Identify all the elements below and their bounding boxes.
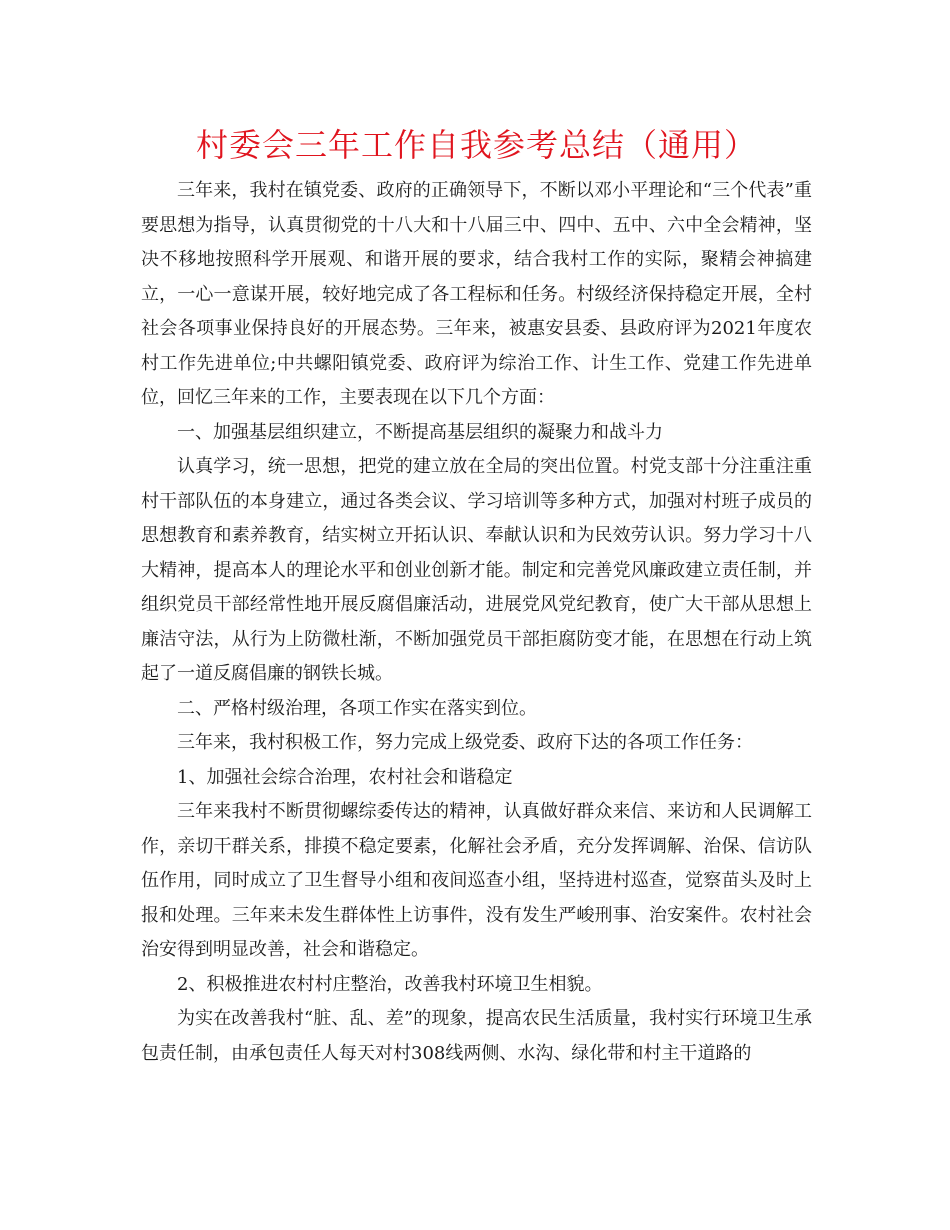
heading-section-2: 二、严格村级治理，各项工作实在落实到位。: [177, 697, 537, 719]
paragraph-subsection-2: 为实在改善我村“脏、乱、差”的现象，提高农民生活质量，我村实行环境卫生承包责任制，由承包责任人每天对村308线两侧、水沟、绿化带和村主干道路的: [141, 1008, 812, 1064]
heading-subsection-1: 1、加强社会综合治理，农村社会和谐稳定: [177, 766, 513, 788]
paragraph-intro: 三年来，我村在镇党委、政府的正确领导下，不断以邓小平理论和“三个代表”重要思想为指导，认真贯彻党的十八大和十八届三中、四中、五中、六中全会精神，坚决不移地按照科学开展观、和谐开展的要求，结合我村工作的实际，聚精会神搞建立，一心一意谋开展，较好地完成了各工程标和任务。村级经济保持稳定开展，全村社会各项事业保持良好的开展态势。三年来，被惠安县委、县政府评为2021年度农村工作先进单位;中共螺阳镇党委、政府评为综治工作、计生工作、党建工作先进单位，回忆三年来的工作，主要表现在以下几个方面：: [141, 180, 812, 408]
paragraph-subsection-1: 三年来我村不断贯彻螺综委传达的精神，认真做好群众来信、来访和人民调解工作，亲切干群关系，排摸不稳定要素，化解社会矛盾，充分发挥调解、治保、信访队伍作用，同时成立了卫生督导小组和夜间巡查小组，坚持进村巡查，觉察苗头及时上报和处理。三年来未发生群体性上访事件，没有发生严峻刑事、治安案件。农村社会治安得到明显改善，社会和谐稳定。: [141, 801, 812, 960]
heading-subsection-2: 2、积极推进农村村庄整治，改善我村环境卫生相貌。: [177, 973, 603, 995]
paragraph-section-1: 认真学习，统一思想，把党的建立放在全局的突出位置。村党支部十分注重注重村干部队伍的本身建立，通过各类会议、学习培训等多种方式，加强对村班子成员的思想教育和素养教育，结实树立开拓认识、奉献认识和为民效劳认识。努力学习十八大精神，提高本人的理论水平和创业创新才能。制定和完善党风廉政建立责任制，并组织党员干部经常性地开展反腐倡廉活动，进展党风党纪教育，使广大干部从思想上廉洁守法，从行为上防微杜渐，不断加强党员干部拒腐防变才能，在思想在行动上筑起了一道反腐倡廉的钢铁长城。: [141, 456, 812, 684]
heading-section-1: 一、加强基层组织建立，不断提高基层组织的凝聚力和战斗力: [177, 421, 663, 443]
document-title: 村委会三年工作自我参考总结（通用）: [195, 126, 757, 164]
paragraph-section-2-intro: 三年来，我村积极工作，努力完成上级党委、政府下达的各项工作任务：: [177, 732, 753, 753]
